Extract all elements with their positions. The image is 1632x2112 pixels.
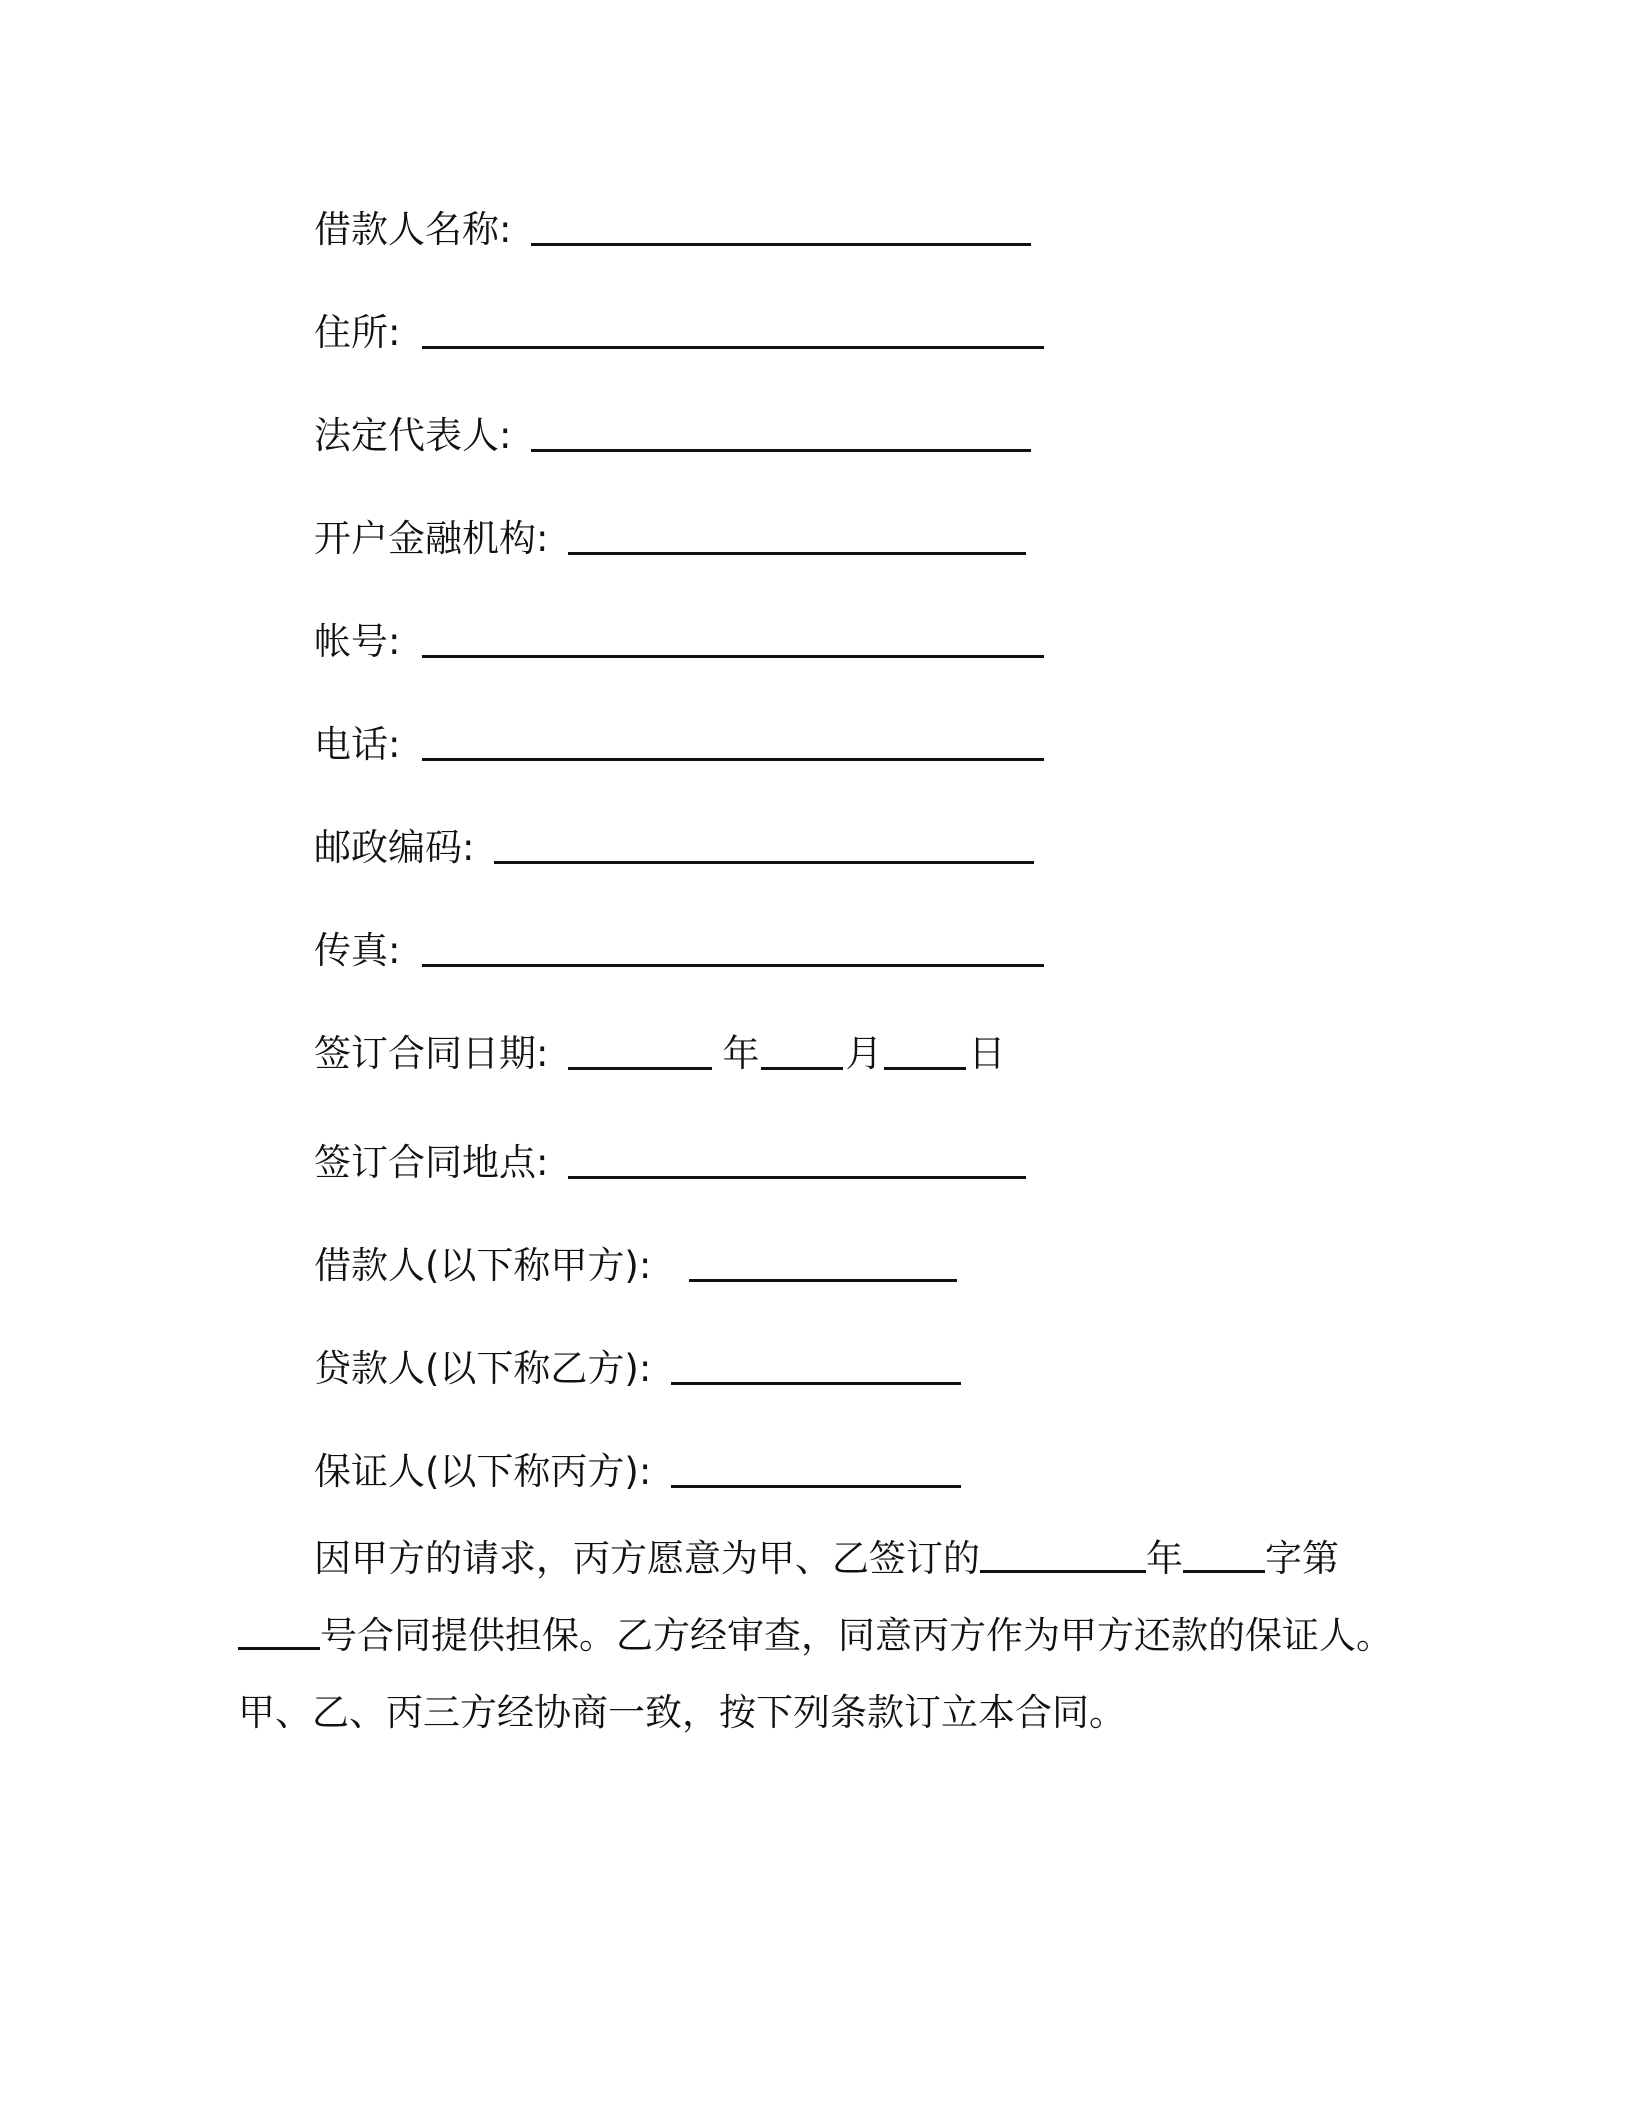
field-signing-date <box>314 1016 1007 1075</box>
blank-year <box>568 1067 712 1070</box>
blank-line <box>422 655 1044 658</box>
field-label: 电话: <box>314 723 401 766</box>
intro-text: 号合同提供担保。乙方经审查，同意丙方作为甲方还款的保证人。 <box>320 1614 1393 1657</box>
field-label: 借款人名称: <box>314 208 512 251</box>
field-borrower-name <box>314 192 1031 251</box>
field-fax <box>314 913 1044 972</box>
blank-line <box>568 552 1026 555</box>
field-label: 开户金融机构: <box>314 517 549 560</box>
blank-line <box>422 964 1044 967</box>
field-account <box>314 604 1044 663</box>
field-label: 邮政编码: <box>314 826 475 869</box>
blank-line <box>568 1176 1026 1179</box>
field-postcode <box>314 810 1034 869</box>
blank-day <box>884 1067 966 1070</box>
day-char: 日 <box>968 1032 1006 1075</box>
field-party-lender <box>314 1331 961 1390</box>
blank-line <box>671 1485 961 1488</box>
field-legal-representative <box>314 398 1031 457</box>
field-label: 传真: <box>314 929 401 972</box>
blank-line <box>671 1382 961 1385</box>
field-bank <box>314 501 1026 560</box>
intro-line-1 <box>314 1537 1339 1580</box>
blank-line <box>531 449 1031 452</box>
field-address <box>314 295 1044 354</box>
blank-line <box>238 1647 320 1650</box>
year-char: 年 <box>722 1032 760 1075</box>
blank-line <box>422 758 1044 761</box>
blank-line <box>689 1279 957 1282</box>
field-label: 签订合同日期: <box>314 1032 549 1075</box>
intro-text: 甲、乙、丙三方经协商一致，按下列条款订立本合同。 <box>238 1691 1126 1734</box>
field-label: 签订合同地点: <box>314 1141 549 1184</box>
field-label: 法定代表人: <box>314 414 512 457</box>
field-phone <box>314 707 1044 766</box>
field-label: 住所: <box>314 311 401 354</box>
field-label: 借款人(以下称甲方): <box>314 1244 652 1287</box>
blank-line <box>531 243 1031 246</box>
intro-line-2 <box>238 1614 1393 1657</box>
field-label: 保证人(以下称丙方): <box>314 1450 652 1493</box>
blank-line <box>1183 1570 1265 1573</box>
field-signing-place <box>314 1125 1026 1184</box>
intro-text: 因甲方的请求，丙方愿意为甲、乙签订的 <box>314 1537 980 1580</box>
field-party-guarantor <box>314 1434 961 1493</box>
intro-text: 字第 <box>1265 1537 1339 1580</box>
field-label: 帐号: <box>314 620 401 663</box>
month-char: 月 <box>845 1032 883 1075</box>
blank-line <box>422 346 1044 349</box>
intro-year-char: 年 <box>1146 1537 1183 1580</box>
field-label: 贷款人(以下称乙方): <box>314 1347 652 1390</box>
field-party-borrower <box>314 1228 957 1287</box>
intro-line-3 <box>238 1691 1126 1734</box>
blank-month <box>761 1067 843 1070</box>
blank-line <box>494 861 1034 864</box>
blank-line <box>980 1570 1146 1573</box>
